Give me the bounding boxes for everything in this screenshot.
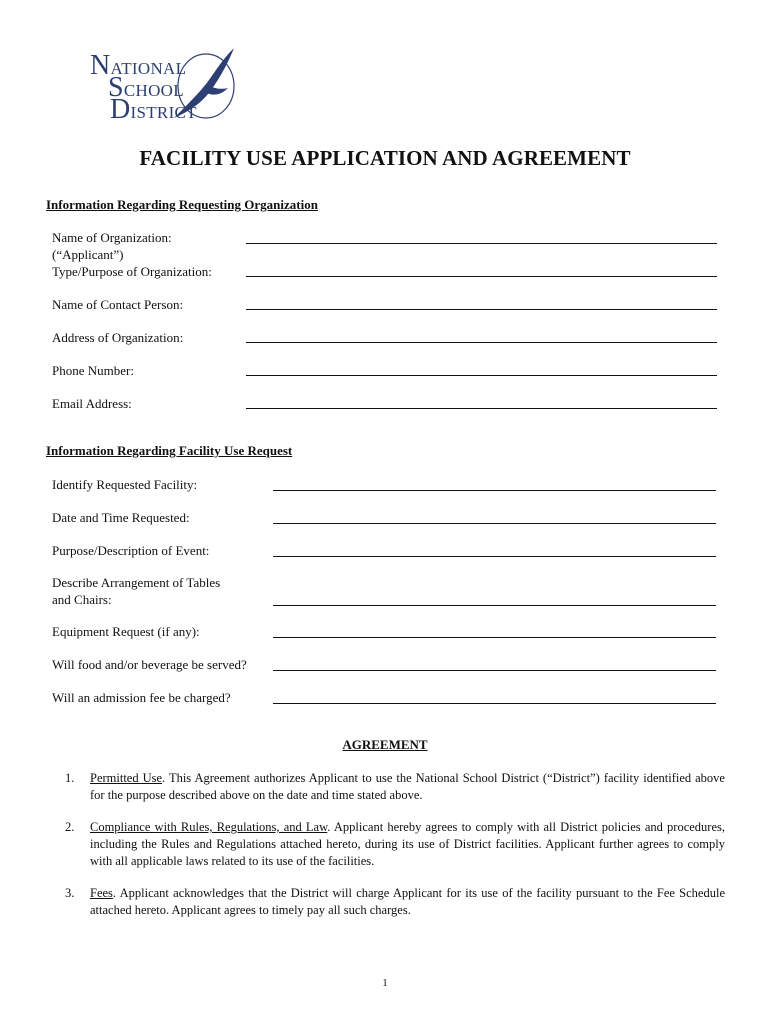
org-name-label: Name of Organization: [52,230,172,245]
equipment-label: Equipment Request (if any): [52,624,200,639]
logo-word-district: ISTRICT [130,103,197,122]
item-text: . This Agreement authorizes Applicant to use the National School District (“District”) facility identified above for the purpose described above on the date and time stated above. [90,771,725,802]
org-type-field[interactable] [246,276,717,277]
date-time-label: Date and Time Requested: [52,510,190,525]
logo-word-national: ATIONAL [110,59,187,78]
facility-section-heading: Information Regarding Facility Use Request [46,443,293,458]
food-beverage-field[interactable] [273,670,716,671]
logo-initial-s: S [108,72,124,103]
page-title: FACILITY USE APPLICATION AND AGREEMENT [139,146,631,170]
item-text: . Applicant acknowledges that the District will charge Applicant for its use of the facility pursuant to the Fee Schedule attached hereto. Applicant agrees to timely pay all such charges. [90,886,725,917]
district-logo [88,44,240,125]
item-text: . Applicant hereby agrees to comply with all District policies and procedures, including the Rules and Regulations attached hereto, during its use of District facilities. Applicant further agrees to comply with all applicable laws related to its use of the facilities. [90,820,725,868]
item-number: 3. [65,886,75,900]
admission-fee-label: Will an admission fee be charged? [52,690,231,705]
logo-initial-n: N [90,50,111,81]
page-number: 1 [382,977,388,989]
equipment-field[interactable] [273,637,716,638]
logo-initial-d: D [110,94,131,125]
agreement-item-permitted-use [65,770,725,804]
tables-chairs-field[interactable] [273,605,716,606]
phone-label: Phone Number: [52,363,134,378]
purpose-label: Purpose/Description of Event: [52,543,210,558]
agreement-item-compliance [65,819,725,870]
phone-field[interactable] [246,375,717,376]
email-label: Email Address: [52,396,132,411]
item-number: 1. [65,771,75,785]
tables-chairs-label: Describe Arrangement of Tables [52,575,221,590]
org-type-label: Type/Purpose of Organization: [52,264,212,279]
item-heading: Permitted Use [90,771,163,785]
email-field[interactable] [246,408,717,409]
food-beverage-label: Will food and/or beverage be served? [52,657,247,672]
date-time-field[interactable] [273,523,716,524]
org-name-field[interactable] [246,243,717,244]
admission-fee-field[interactable] [273,703,716,704]
agreement-heading: AGREEMENT [342,737,428,752]
agreement-item-fees [65,885,725,919]
contact-person-field[interactable] [246,309,717,310]
purpose-field[interactable] [273,556,716,557]
facility-field[interactable] [273,490,716,491]
tables-chairs-label-cont: and Chairs: [52,592,112,607]
org-address-field[interactable] [246,342,717,343]
item-heading: Compliance with Rules, Regulations, and Law [90,820,328,834]
applicant-note-label: (“Applicant”) [52,247,124,262]
logo-word-school: CHOOL [123,81,184,100]
contact-person-label: Name of Contact Person: [52,297,184,312]
facility-label: Identify Requested Facility: [52,477,198,492]
org-address-label: Address of Organization: [52,330,184,345]
item-number: 2. [65,820,75,834]
item-heading: Fees [90,886,113,900]
org-section-heading: Information Regarding Requesting Organization [46,197,318,212]
